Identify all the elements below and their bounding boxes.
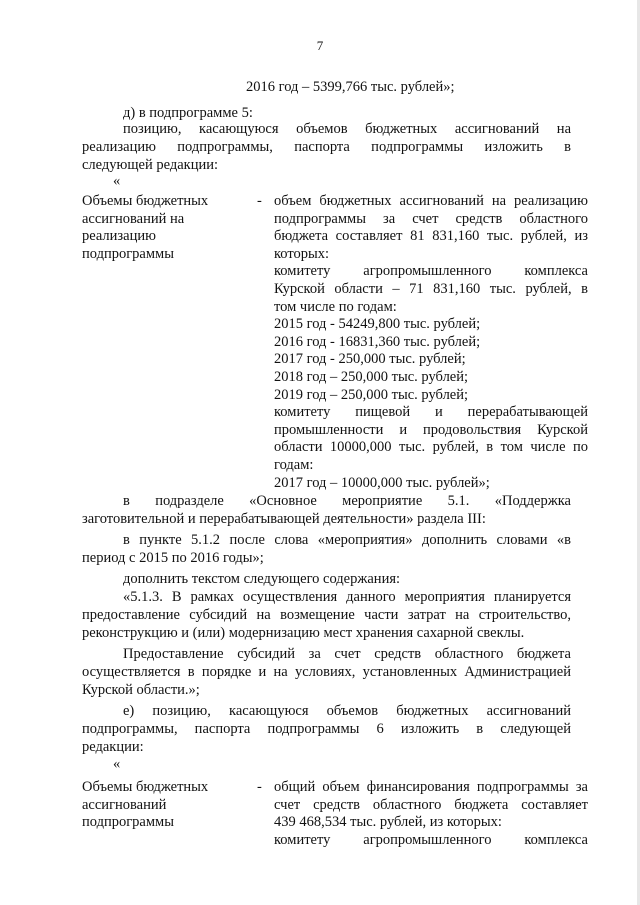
- table1-text-line: 2018 год – 250,000 тыс. рублей;: [274, 368, 469, 385]
- table1-text-line: годам:: [274, 456, 314, 473]
- body-line: е) позицию, касающуюся объемов бюджетных ассигнований: [123, 703, 571, 719]
- table2-label-line: Объемы бюджетных: [82, 779, 209, 795]
- table1-text-line: 2017 год - 250,000 тыс. рублей;: [274, 351, 466, 368]
- table1-label-line: подпрограммы: [82, 245, 174, 262]
- table1-text-line: подпрограммы за счет средств областного: [274, 210, 588, 227]
- table1-text-line: Курской области – 71 831,160 тыс. рублей, в: [274, 280, 588, 297]
- table2-text-line: комитету агропромышленного комплекса: [274, 831, 588, 848]
- body-line: в подразделе «Основное мероприятие 5.1. «Поддержка: [123, 493, 571, 509]
- table1-text-line: том числе по годам:: [274, 298, 397, 315]
- table1-text-line: 2017 год – 10000,000 тыс. рублей»;: [274, 474, 490, 491]
- section-d-intro-line: следующей редакции:: [82, 157, 219, 173]
- table2-label-line: подпрограммы: [82, 814, 174, 830]
- body-line: подпрограммы, паспорта подпрограммы 6 изложить в следующей: [82, 721, 571, 737]
- body-line: «5.1.3. В рамках осуществления данного мероприятия планируется: [123, 589, 571, 605]
- section-d-intro-line: реализацию подпрограммы, паспорта подпрограммы изложить в: [82, 139, 571, 155]
- body-line: реконструкцию и (или) модернизацию мест хранения сахарной свеклы.: [82, 625, 525, 641]
- body-line: предоставление субсидий на возмещение части затрат на строительство,: [82, 607, 571, 623]
- table1-label: [82, 193, 242, 263]
- table2-text: [274, 779, 588, 849]
- body-line: Предоставление субсидий за счет средств областного бюджета: [123, 646, 571, 662]
- body-line: заготовительной и перерабатывающей деятельности» раздела III:: [82, 511, 486, 527]
- body-line: дополнить текстом следующего содержания:: [123, 571, 401, 587]
- body-line: в пункте 5.1.2 после слова «мероприятия» дополнить словами «в: [123, 532, 571, 548]
- section-d-heading: д) в подпрограмме 5:: [123, 105, 253, 121]
- table1-text: [274, 193, 588, 492]
- body-line: осуществляется в порядке и на условиях, установленных Администрацией: [82, 664, 571, 680]
- table1-text-line: которых:: [274, 245, 330, 262]
- table2-text-line: счет средств областного бюджета составляет: [274, 796, 588, 813]
- table2-text-line: общий объем финансирования подпрограммы за: [274, 779, 588, 795]
- body-line: редакции:: [82, 739, 144, 755]
- table1-dash: -: [257, 193, 262, 209]
- table1-text-line: промышленности и продовольствия Курской: [274, 421, 588, 438]
- table1-label-line: реализацию: [82, 228, 156, 244]
- table1-text-line: комитету пищевой и перерабатывающей: [274, 404, 588, 421]
- table1-text-line: бюджета составляет 81 831,160 тыс. рублей, из: [274, 228, 588, 245]
- table1-text-line: комитету агропромышленного комплекса: [274, 263, 588, 280]
- body-line: Курской области.»;: [82, 682, 200, 698]
- body-line: период с 2015 по 2016 годы»;: [82, 550, 264, 566]
- table1-label-line: ассигнований на: [82, 210, 185, 227]
- page-number: 7: [316, 38, 324, 53]
- open-quote: «: [113, 173, 121, 189]
- table1-label-line: Объемы бюджетных: [82, 193, 209, 209]
- open-quote: «: [113, 756, 121, 772]
- table1-text-line: 2016 год - 16831,360 тыс. рублей;: [274, 333, 481, 350]
- top-line: 2016 год – 5399,766 тыс. рублей»;: [246, 79, 455, 95]
- table2-dash: -: [257, 779, 262, 795]
- table1-text-line: 2019 год – 250,000 тыс. рублей;: [274, 386, 469, 403]
- table2-label-line: ассигнований: [82, 796, 167, 813]
- table2-label: [82, 779, 242, 832]
- table2-text-line: 439 468,534 тыс. рублей, из которых:: [274, 814, 502, 831]
- table1-text-line: области 10000,000 тыс. рублей, в том числе по: [274, 439, 588, 456]
- section-d-intro-line: позицию, касающуюся объемов бюджетных ассигнований на: [123, 121, 571, 137]
- table1-text-line: 2015 год - 54249,800 тыс. рублей;: [274, 316, 481, 333]
- table1-text-line: объем бюджетных ассигнований на реализацию: [274, 193, 588, 209]
